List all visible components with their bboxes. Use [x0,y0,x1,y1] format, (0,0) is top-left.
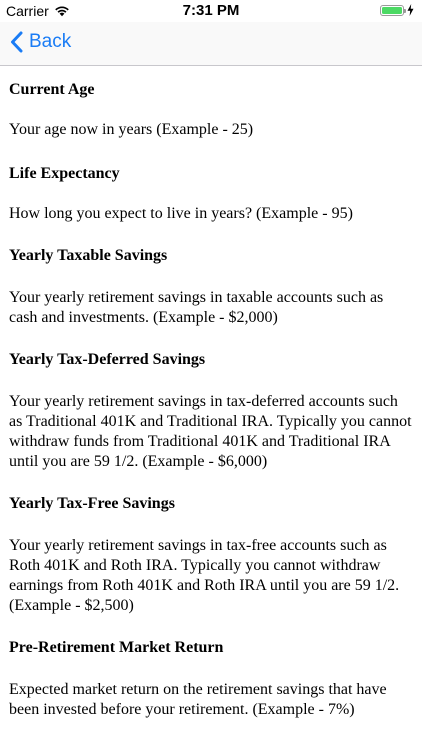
battery-fill [382,7,402,14]
navigation-bar [0,22,422,66]
status-bar [0,0,422,22]
section-title: Yearly Taxable Savings [9,247,168,264]
back-label: Back [29,31,72,52]
battery-indicator [380,4,414,16]
section-title: Life Expectancy [9,165,120,182]
section-description: Your yearly retirement savings in taxable accounts such as cash and investments. (Example - $2,000) [9,289,384,326]
section-description: Expected market return on the retirement savings that have been invested before your retirement. (Example - 7%) [9,681,387,718]
carrier-label: Carrier [6,3,49,19]
battery-icon [380,5,404,16]
charging-icon [407,4,414,16]
section-description: How long you expect to live in years? (Example - 95) [9,205,353,222]
section-description: Your yearly retirement savings in tax-deferred accounts such as Traditional 401K and Traditional IRA. Typically you cannot withdraw funds from Traditional 401K and Traditional IRA until you are 59 1/2. (Example - $6,000) [9,393,412,470]
section-title: Yearly Tax-Deferred Savings [9,351,206,368]
section-title: Yearly Tax-Free Savings [9,495,175,512]
section-description: Your age now in years (Example - 25) [9,121,254,138]
section-description: Your yearly retirement savings in tax-free accounts such as Roth 401K and Roth IRA. Typically you cannot withdraw earnings from Roth 401K and Roth IRA until you are 59 1/2. (Example - $2,500) [9,537,400,614]
back-button[interactable] [10,31,71,53]
status-time: 7:31 PM [182,2,240,19]
chevron-left-icon [10,31,23,53]
section-title: Current Age [9,81,95,98]
help-content [9,66,413,720]
section-title: Pre-Retirement Market Return [9,639,224,656]
